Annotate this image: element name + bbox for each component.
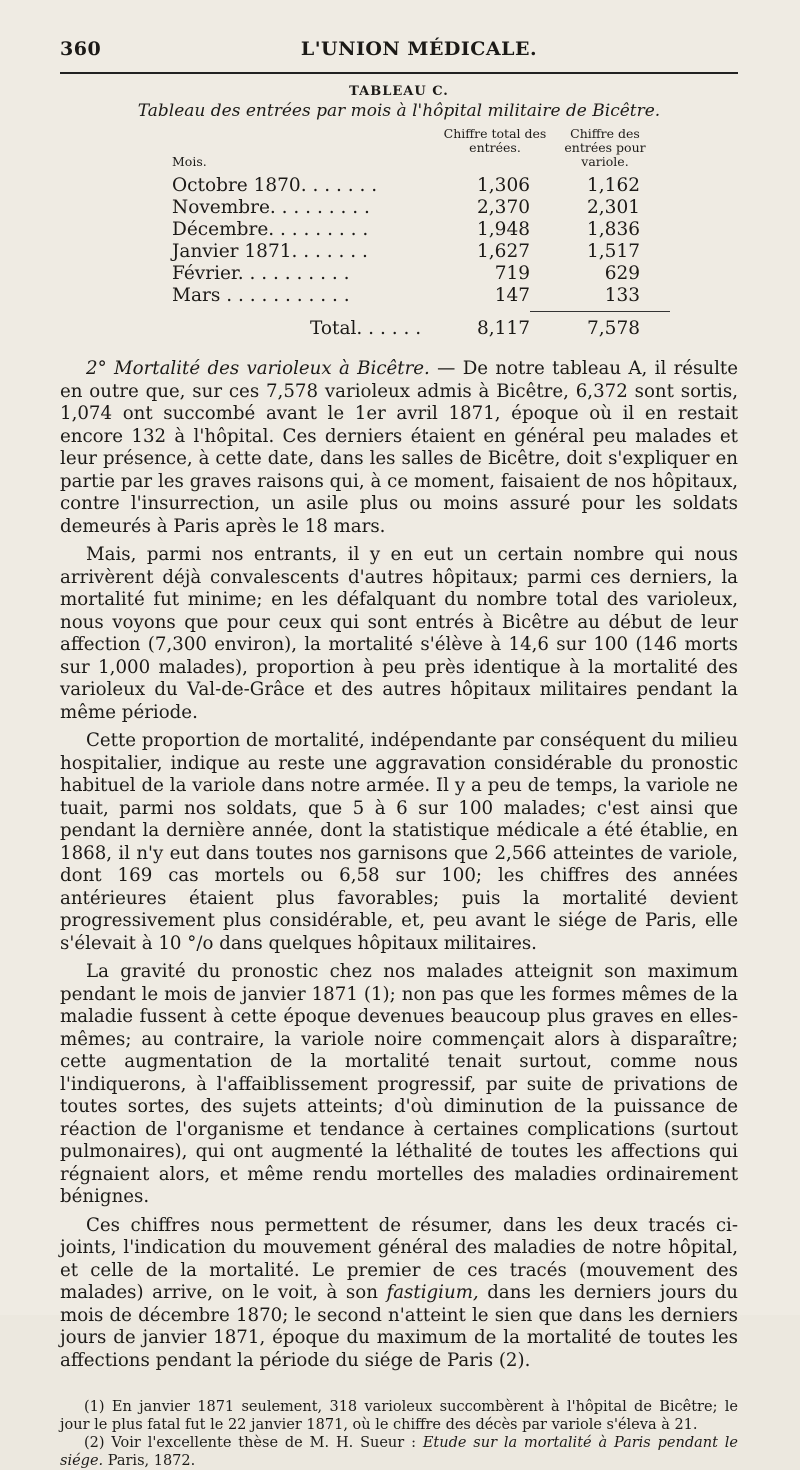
row-total: 719: [494, 263, 530, 284]
footnote-1: (1) En janvier 1871 seulement, 318 varioleux succombèrent à l'hôpital de Bicêtre; le jour le plus fatal fut le 22 janvier 1871, où le chiffre des décès par variole s'éleva à 21.: [60, 1399, 738, 1433]
total-rule: [530, 311, 670, 312]
page-number: 360: [60, 38, 102, 60]
row-month: Janvier 1871. . . . . . .: [172, 241, 368, 262]
paragraph: [60, 1215, 738, 1373]
table-row: [60, 263, 738, 285]
column-header-variole: Chiffre des entrées pour variole.: [564, 126, 646, 169]
row-variole: 2,301: [587, 197, 640, 218]
table-row: [60, 219, 738, 241]
row-month: Novembre. . . . . . . . .: [172, 197, 370, 218]
row-total: 2,370: [477, 197, 530, 218]
table-caption: TABLEAU C.: [349, 84, 449, 99]
table-subtitle: Tableau des entrées par mois à l'hôpital militaire de Bicêtre.: [137, 101, 661, 121]
row-variole: 629: [604, 263, 640, 284]
paragraph-text: dans les derniers jours du mois de décembre 1870; le second n'atteint le sien que dans les derniers jours de janvier 1871, époque du maximum de la mortalité de toutes les affections pendant la période du siége de Paris (2).: [60, 1282, 738, 1371]
table-row: [60, 241, 738, 263]
footnotes: [60, 1398, 738, 1470]
row-month: Octobre 1870. . . . . . .: [172, 175, 378, 196]
paragraph-text: Ces chiffres nous permettent de résumer, dans les deux tracés ci-joints, l'indication du mouvement général des maladies de notre hôpital, et celle de la mortalité. Le premier de ces tracés (mouvement des malades) arrive, on le voit, à son: [60, 1214, 738, 1303]
footnote-citation: Etude sur la mortalité à Paris pendant le siége.: [60, 1435, 738, 1469]
table-column-headers: [60, 127, 738, 169]
row-total: 1,306: [477, 175, 530, 196]
row-variole: 1,836: [587, 219, 640, 240]
body-text: [60, 358, 738, 1372]
row-month: Décembre. . . . . . . . .: [172, 219, 369, 240]
row-total: 147: [494, 285, 530, 306]
paragraph: Cette proportion de mortalité, indépendante par conséquent du milieu hospitalier, indique au reste une aggravation considérable du pronostic habituel de la variole dans notre armée. Il y a peu de temps, la variole ne tuait, parmi nos soldats, que 5 à 6 sur 100 malades; c'est ainsi que pendant la dernière année, dont la statistique médicale a été établie, en 1868, il n'y eut dans toutes nos garnisons que 2,566 atteintes de variole, dont 169 cas mortels ou 6,58 sur 100; les chiffres des années antérieures étaient plus favorables; puis la mortalité devient progressivement plus considérable, et, peu avant le siége de Paris, elle s'élevait à 10 °/o dans quelques hôpitaux militaires.: [60, 730, 738, 954]
table-row: [60, 285, 738, 307]
row-variole: 133: [604, 285, 640, 306]
row-total: 1,627: [477, 241, 530, 262]
row-month: Mars . . . . . . . . . . .: [172, 285, 350, 306]
footnote-2: [60, 1434, 738, 1470]
total-label: Total. . . . . .: [310, 318, 422, 339]
row-variole: 1,517: [587, 241, 640, 262]
paragraph-text: — De notre tableau A, il résulte en outre que, sur ces 7,578 varioleux admis à Bicêtre, 6,372 sont sortis, 1,074 ont succombé avant le 1er avril 1871, époque où il en restait encore 132 à l'hôpital. Ces derniers étaient en général peu malades et leur présence, à cette date, dans les salles de Bicêtre, doit s'expliquer en partie par les graves raisons qui, à ce moment, faisaient de nos hôpitaux, contre l'insurrection, un asile plus ou moins assuré pour les soldats demeurés à Paris après le 18 mars.: [60, 358, 738, 537]
journal-title: L'UNION MÉDICALE.: [300, 38, 538, 60]
row-total: 1,948: [477, 219, 530, 240]
table-row: [60, 197, 738, 219]
paragraph: Mais, parmi nos entrants, il y en eut un certain nombre qui nous arrivèrent déjà convalescents d'autres hôpitaux; parmi ces derniers, la mortalité fut minime; en les défalquant du nombre total des varioleux, nous voyons que pour ceux qui sont entrés à Bicêtre au début de leur affection (7,300 environ), la mortalité s'élève à 14,6 sur 100 (146 morts sur 1,000 malades), proportion à peu près identique à la mortalité des varioleux du Val-de-Grâce et des autres hôpitaux militaires pendant la même période.: [60, 544, 738, 723]
column-header-month: Mois.: [172, 154, 207, 169]
section-title: 2° Mortalité des varioleux à Bicêtre.: [86, 358, 430, 379]
total-entrees: 8,117: [477, 318, 530, 339]
table-row: [60, 175, 738, 197]
running-head: [60, 38, 738, 60]
row-month: Février. . . . . . . . . .: [172, 263, 350, 284]
footnote-text: (2) Voir l'excellente thèse de M. H. Sueur :: [84, 1435, 423, 1451]
emphasis-text: fastigium,: [386, 1282, 479, 1303]
column-header-total: Chiffre total des entrées.: [443, 126, 547, 155]
footnote-text: Paris, 1872.: [103, 1453, 196, 1469]
table-c: [60, 84, 738, 340]
row-variole: 1,162: [587, 175, 640, 196]
header-rule: [60, 72, 738, 74]
table-total-row: [60, 318, 738, 340]
paragraph: La gravité du pronostic chez nos malades atteignit son maximum pendant le mois de janvier 1871 (1); non pas que les formes mêmes de la maladie fussent à cette époque devenues beaucoup plus graves en elles-mêmes; au contraire, la variole noire commençait alors à disparaître; cette augmentation de la mortalité tenait surtout, comme nous l'indiquerons, à l'affaiblissement progressif, par suite de privations de toutes sortes, des sujets atteints; d'où diminution de la puissance de réaction de l'organisme et tendance à certaines complications (surtout pulmonaires), qui ont augmenté la léthalité de toutes les affections qui régnaient alors, et même rendu mortelles des maladies ordinairement bénignes.: [60, 961, 738, 1207]
total-variole: 7,578: [587, 318, 640, 339]
paragraph: [60, 358, 738, 538]
